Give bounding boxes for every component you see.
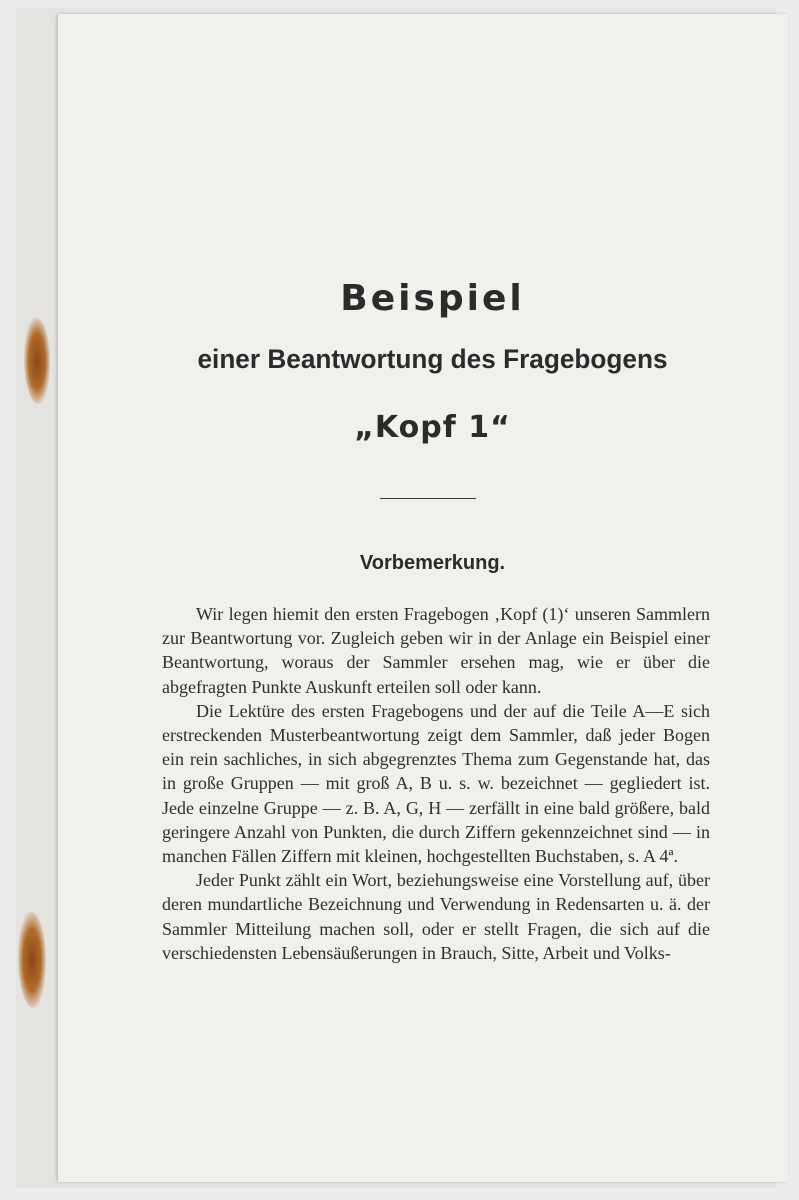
- body-text: [162, 602, 710, 965]
- paragraph-2: Die Lektüre des ersten Fragebogens und der auf die Teile A—E sich erstreckenden Musterbeantwortung zeigt dem Sammler, daß jeder Bogen ein rein sachliches, in sich abgegrenztes Thema zum Gegenstande hat, das in große Gruppen — mit groß A, B u. s. w. bezeichnet — gegliedert ist. Jede einzelne Gruppe — z. B. A, G, H — zerfällt in eine bald größere, bald geringere Anzahl von Punkten, die durch Ziffern gekennzeichnet sind — in manchen Fällen Ziffern mit kleinen, hochgestellten Buchstaben, s. A 4ª.: [162, 700, 710, 867]
- paragraph-1: Wir legen hiemit den ersten Fragebogen ‚Kopf (1)‘ unseren Sammlern zur Beantwortung vor. Zugleich geben wir in der Anlage ein Beispiel einer Beantwortung, woraus der Sammler ersehen mag, wie er über die abgefragten Punkte Auskunft erteilen soll oder kann.: [162, 604, 710, 697]
- divider-rule: [380, 498, 476, 499]
- rust-stain-bottom: [18, 912, 46, 1008]
- document-subtitle: einer Beantwortung des Fragebogens: [197, 344, 668, 374]
- document-title: Beispiel: [340, 278, 525, 319]
- section-heading: Vorbemerkung.: [359, 552, 506, 574]
- rust-stain-top: [24, 318, 50, 404]
- document-page: [58, 14, 788, 1182]
- paragraph-3: Jeder Punkt zählt ein Wort, beziehungsweise eine Vorstellung auf, über deren mundartliche Bezeichnung und Verwendung in Redensarten u. ä. der Sammler Mitteilung machen soll, oder er stellt Fragen, die sich auf die verschiedensten Lebensäußerungen in Brauch, Sitte, Arbeit und Volks-: [162, 870, 710, 963]
- questionnaire-name: „Kopf 1“: [354, 410, 511, 445]
